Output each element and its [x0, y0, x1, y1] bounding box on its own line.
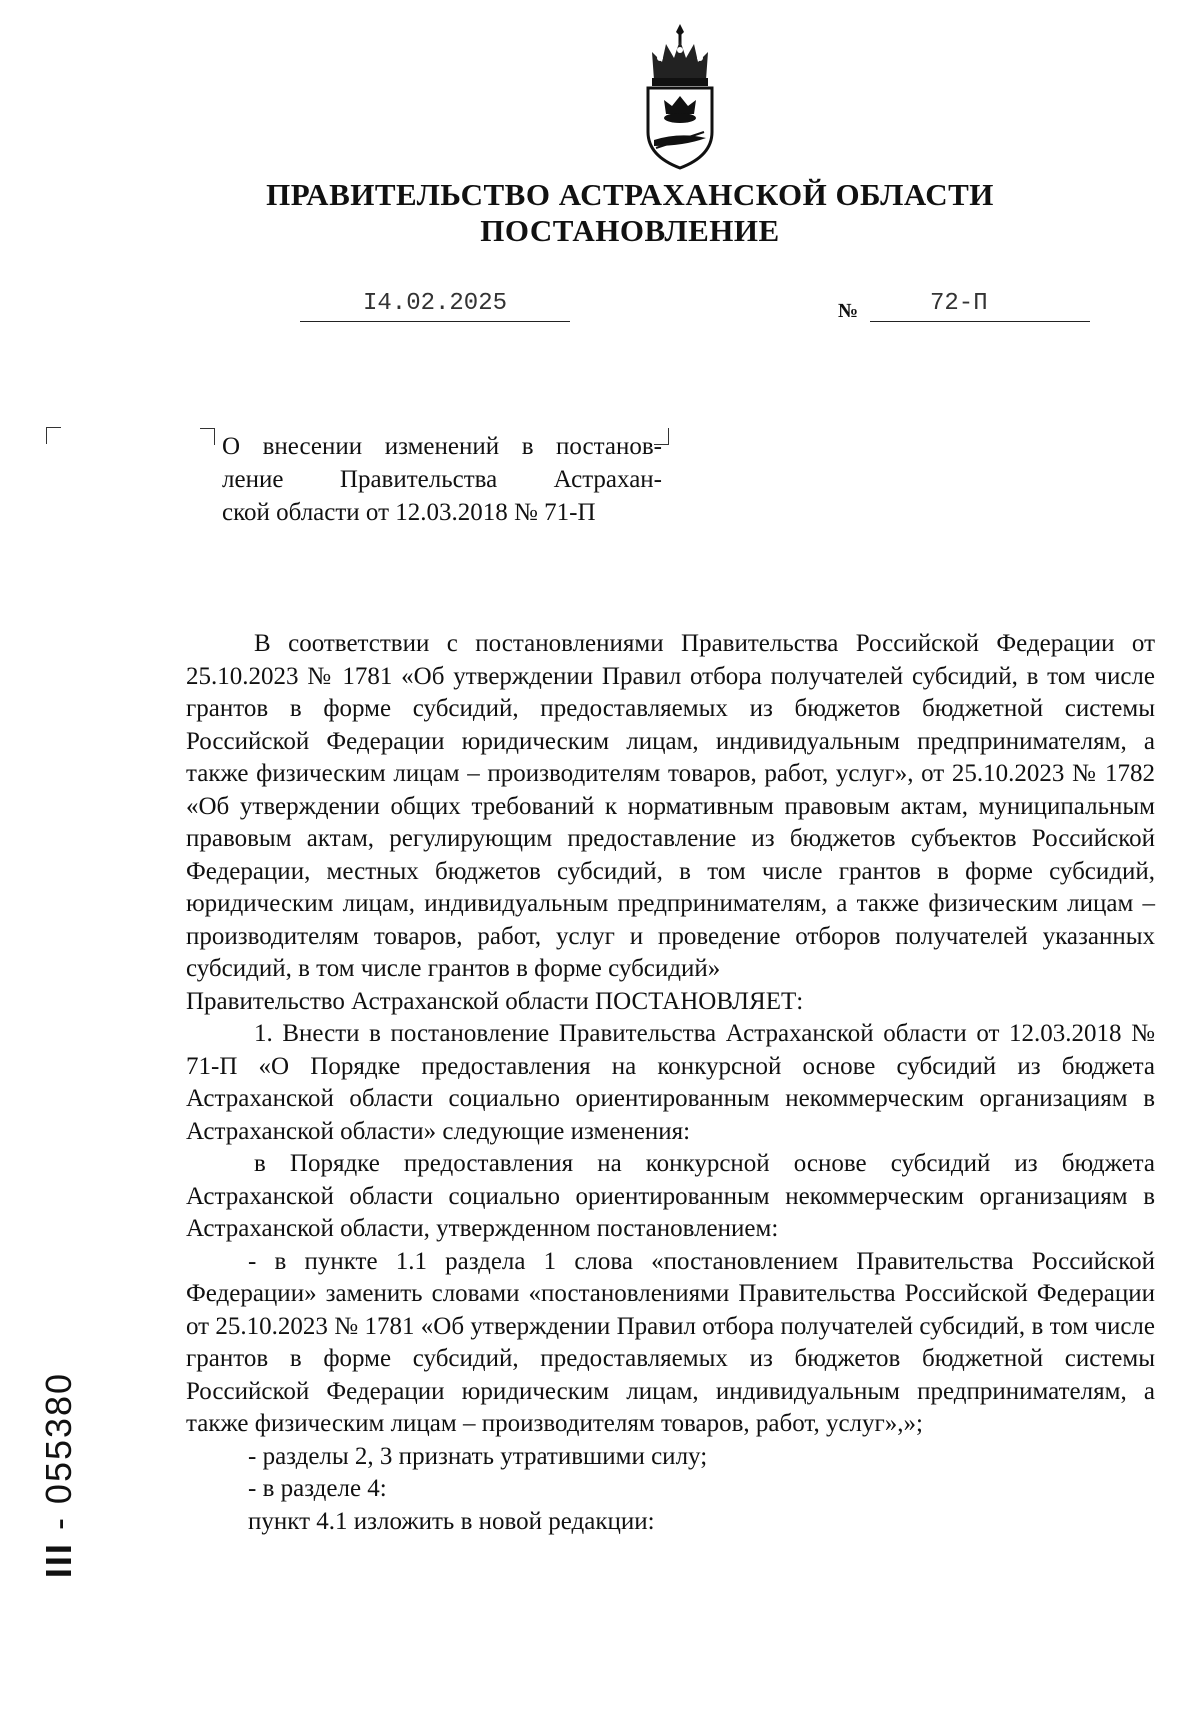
document-date: I4.02.2025 [362, 290, 508, 317]
document-body [186, 628, 1155, 1538]
form-series: III [38, 1542, 79, 1579]
form-serial-number: 055380 [38, 1371, 79, 1505]
coat-of-arms-emblem [640, 22, 720, 172]
number-sign: № [838, 300, 859, 322]
form-serial-stamp [34, 1360, 84, 1590]
amendment-item-1: - в пункте 1.1 раздела 1 слова «постановлением Правительства Российской Федерации» заменить словами «постановлениями Правительства Российской Федерации от 25.10.2023 № 1781 «Об утверждении Правил отбора получателей субсидий, в том числе грантов в форме субсидий, предоставляемых из бюджетов бюджетной системы Российской Федерации юридическим лицам, индивидуальным предпринимателям, а также физическим лицам – производителям товаров, работ, услуг»,»; [186, 1247, 1155, 1437]
form-serial-dash: - [38, 1504, 79, 1543]
amendment-item-2: - разделы 2, 3 признать утратившими силу; [248, 1442, 708, 1470]
subject-line: ление Правительства Астрахан- [222, 466, 662, 493]
resolution-line: Правительство Астраханской области ПОСТАНОВЛЯЕТ: [186, 987, 804, 1015]
amendment-item-3: - в разделе 4: [248, 1475, 387, 1502]
document-number: 72-П [930, 290, 988, 317]
form-serial-text [38, 1372, 80, 1578]
date-field [300, 289, 570, 322]
order-amendment-paragraph: в Порядке предоставления на конкурсной основе субсидий из бюджета Астраханской области социально ориентированным некоммерческим организациям в Астраханской области, утвержденном постановлением: [186, 1150, 1155, 1242]
organization-title: ПРАВИТЕЛЬСТВО АСТРАХАНСКОЙ ОБЛАСТИ [266, 177, 994, 212]
clause-1-paragraph: 1. Внести в постановление Правительства Астраханской области от 12.03.2018 № 71-П «О Порядке предоставления на конкурсной основе субсидий из бюджета Астраханской области социально ориентированным некоммерческим организациям в Астраханской области» следующие изменения: [186, 1020, 1155, 1145]
subject-block [222, 430, 662, 529]
margin-corner-mark [46, 427, 61, 444]
subject-line: О внесении изменений в постанов- [222, 433, 662, 460]
number-field [870, 289, 1090, 322]
subject-line: ской области от 12.03.2018 № 71-П [222, 499, 596, 526]
document-type-title: ПОСТАНОВЛЕНИЕ [480, 213, 780, 248]
subject-corner-mark-left [200, 428, 215, 445]
amendment-subitem: пункт 4.1 изложить в новой редакции: [248, 1507, 655, 1535]
preamble-paragraph: В соответствии с постановлениями Правительства Российской Федерации от 25.10.2023 № 1781 «Об утверждении Правил отбора получателей субсидий, в том числе грантов в форме субсидий, предоставляемых из бюджетов бюджетной системы Российской Федерации юридическим лицам, индивидуальным предпринимателям, а также физическим лицам – производителям товаров, работ, услуг», от 25.10.2023 № 1782 «Об утверждении общих требований к нормативным правовым актам, муниципальным правовым актам, регулирующим предоставление из бюджетов субъектов Российской Федерации, местных бюджетов субсидий, в том числе грантов в форме субсидий, юридическим лицам, индивидуальным предпринимателям, а также физическим лицам – производителям товаров, работ, услуг и проведение отборов получателей указанных субсидий, в том числе грантов в форме субсидий» [186, 630, 1155, 982]
